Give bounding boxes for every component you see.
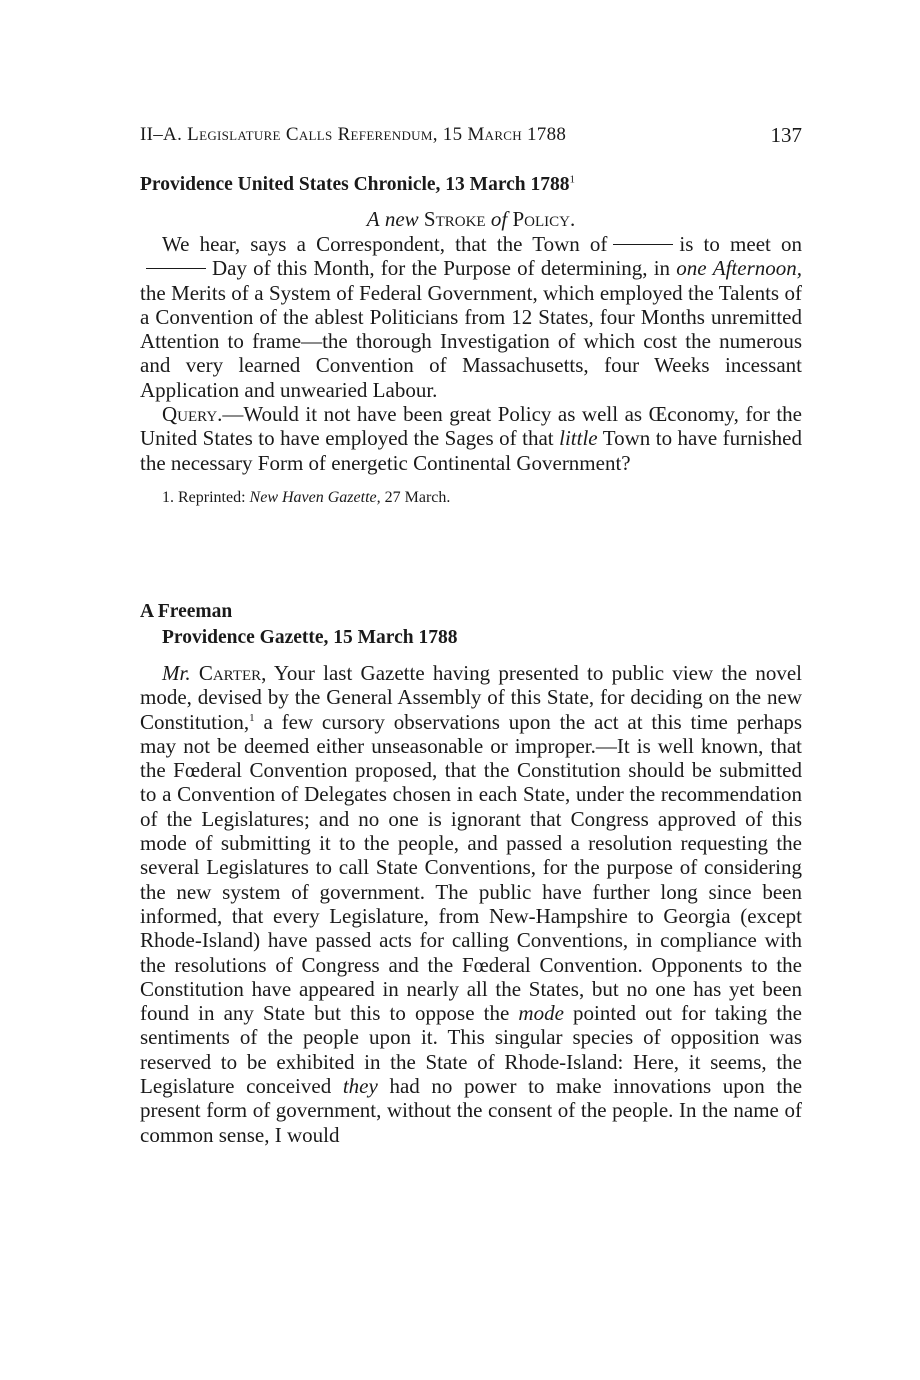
paragraph-text: a few cursory observations upon the act at this time perhaps may not be deemed either unseasonable or improper.—It is well known, that the Fœderal Convention proposed, that the Constitution should be submitted to a Convention of Delegates chosen in each State, under the recommendation of the Legislatures; and no one is ignorant that Congress approved of this mode of submitting it to the people, and passed a resolution requesting the several Legislatures to call State Conventions, for the purpose of considering the new system of government. The public have further long since been informed, that every Legislature, from New-Hampshire to Georgia (except Rhode-Island) have passed acts for calling Conventions, in compliance with the resolutions of Congress and the Fœderal Convention. Opponents to the Constitution have appeared in nearly all the States, but no one has yet been found in any State but this to oppose the [140,709,803,1026]
footnote-ref: 1 [249,711,255,724]
italic-text: mode [518,1001,564,1026]
footnote-text: 27 March. [384,488,451,506]
italic-text: little [559,426,598,451]
subtitle-a: A [366,207,380,231]
paragraph-text: —Would it not have been great Policy as well as Œconomy, for the United States to have employed the Sages of that [140,402,802,451]
subtitle-policy: Policy. [512,207,576,231]
paragraph-text: had no power to make innovations upon the present form of government, without the consent of the people. In the name of common sense, I would [140,1074,803,1147]
italic-text: they [342,1074,378,1099]
paragraph-text: the Merits of a System of Federal Government, which employed the Talents of a Convention of the ablest Politicians from 12 States, four Months unremitted Attention to frame—the thorough Investigation of which cost the numerous and very learned Convention of Massachusetts, four Weeks incessant Application and unwearied Labour. [140,280,802,402]
footnote-ref: 1 [569,173,576,186]
italic-text: Afternoon, [712,256,803,281]
paragraph [140,232,802,402]
subtitle-stroke: Stroke [423,207,486,231]
running-head-title: II–A. Legislature Calls Referendum, 15 March 1788 [140,124,567,145]
italic-text: Mr. [162,661,191,685]
article-author: A Freeman [140,601,233,622]
paragraph-text: Town to have furnished the necessary Form of energetic Continental Government? [140,426,802,475]
subtitle-new: new [384,207,419,231]
article-chronicle [140,172,802,509]
paragraph-text: pointed out for taking the sentiments of the people upon it. This singular species of opposition was reserved to be exhibited in the State of Rhode-Island: Here, it seems, the Legislature conceived [140,1001,802,1099]
paragraph-text: Day of this Month, for the Purpose of determining, in [212,256,671,281]
page-number: 137 [770,123,802,147]
article-heading [140,172,802,198]
query-label: Query. [162,402,223,427]
footnote-publication: New Haven Gazette, [249,488,381,506]
italic-text: one [676,256,707,281]
article-heading-text: Providence United States Chronicle, 13 March 1788 [140,174,570,195]
blank-dash [613,244,673,245]
blank-dash [146,268,206,269]
footnote [140,487,802,509]
paragraph [140,661,802,1147]
running-head [140,122,802,148]
paragraph [140,402,802,475]
footnote-text: 1. Reprinted: [162,488,246,506]
addressee-name: Carter, [198,661,267,685]
paragraph-text: We hear, says a Correspondent, that the Town of [162,232,608,256]
article-subtitle [140,206,802,232]
paragraph-text: Your last Gazette having presented to public view the novel mode, devised by the General Assembly of this State, for deciding on the new Constitution, [140,661,802,734]
subtitle-of: of [490,207,508,231]
article-freeman [140,599,802,1147]
paragraph-text: is to meet on [679,232,802,256]
article-source: Providence Gazette, 15 March 1788 [162,627,458,648]
